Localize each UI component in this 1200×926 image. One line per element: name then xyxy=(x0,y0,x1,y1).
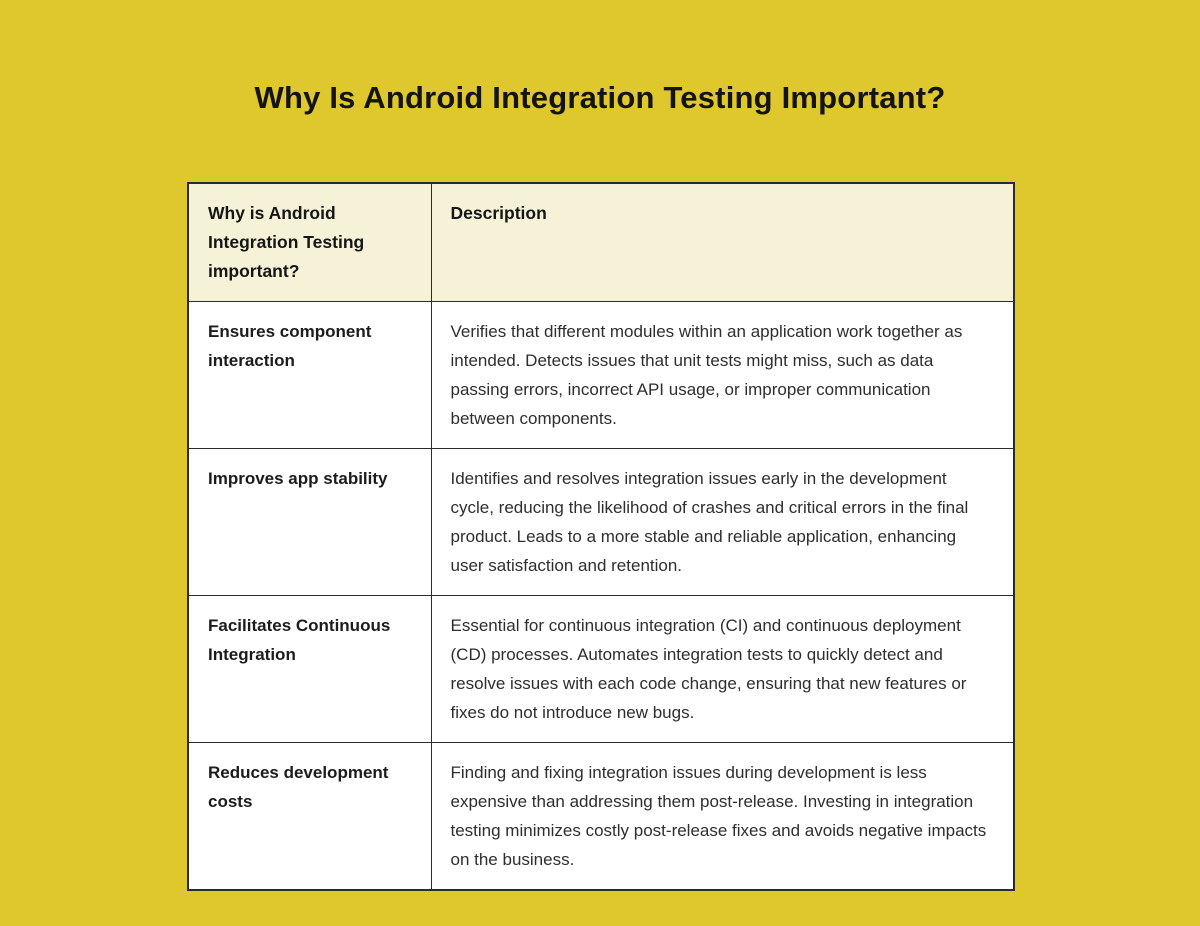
row-description: Verifies that different modules within an application work together as intended. Detects issues that unit tests might miss, such as data passing errors, incorrect API usage, or improper communication between components. xyxy=(431,302,1014,449)
table-row xyxy=(188,743,1014,891)
page-title: Why Is Android Integration Testing Important? xyxy=(254,80,946,115)
table-row xyxy=(188,596,1014,743)
table-row xyxy=(188,302,1014,449)
table-row xyxy=(188,449,1014,596)
row-reason: Improves app stability xyxy=(188,449,431,596)
row-reason: Ensures component interaction xyxy=(188,302,431,449)
row-reason: Facilitates Continuous Integration xyxy=(188,596,431,743)
integration-testing-table xyxy=(187,182,1015,891)
column-header-reason: Why is Android Integration Testing important? xyxy=(188,183,431,302)
row-reason: Reduces development costs xyxy=(188,743,431,891)
row-description: Identifies and resolves integration issues early in the development cycle, reducing the likelihood of crashes and critical errors in the final product. Leads to a more stable and reliable application, enhancing user satisfaction and retention. xyxy=(431,449,1014,596)
column-header-description: Description xyxy=(431,183,1014,302)
table-header-row xyxy=(188,183,1014,302)
row-description: Finding and fixing integration issues during development is less expensive than addressing them post-release. Investing in integration testing minimizes costly post-release fixes and avoids negative impacts on the business. xyxy=(431,743,1014,891)
row-description: Essential for continuous integration (CI) and continuous deployment (CD) processes. Automates integration tests to quickly detect and resolve issues with each code change, ensuring that new features or fixes do not introduce new bugs. xyxy=(431,596,1014,743)
